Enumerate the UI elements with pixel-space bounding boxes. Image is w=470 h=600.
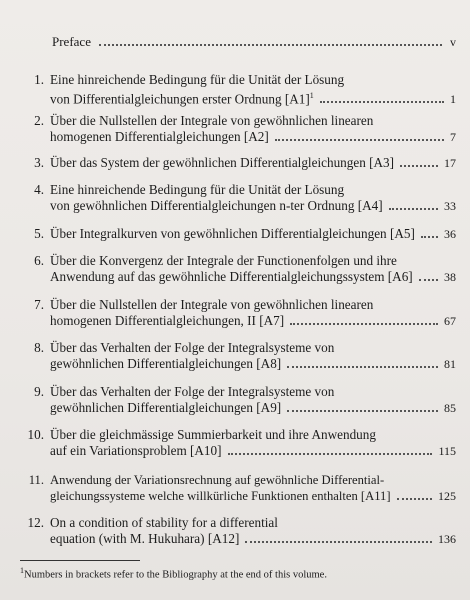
entry-title-line: Über Integralkurven von gewöhnlichen Differentialgleichungen [A5] (50, 226, 415, 241)
entry-title-line: von Differentialgleichungen erster Ordnung $[A1]^1$ (50, 91, 314, 107)
entry-title-line: Über die gleichmässige Summierbarkeit und ihre Anwendung (50, 427, 376, 442)
entry-page: 17 (444, 156, 456, 170)
toc-entry-9 (18, 384, 456, 416)
entry-number: 9. (34, 384, 44, 399)
entry-page: 125 (438, 489, 456, 503)
entry-title-line: homogenen Differentialgleichungen [A2] (50, 129, 269, 144)
dot-leader (99, 44, 442, 46)
entry-number: 4. (34, 182, 44, 197)
entry-page: 67 (444, 314, 456, 328)
footnote (20, 566, 456, 581)
footnote-marker: 1 (309, 91, 314, 100)
preface-label: Preface (52, 34, 91, 49)
dot-leader (245, 541, 432, 543)
dot-leader (419, 279, 438, 281)
toc-entry-7 (18, 297, 456, 329)
entry-title-line: gewöhnlichen Differentialgleichungen [A8] (50, 356, 282, 371)
entry-number: 1. (34, 72, 44, 87)
entry-page: 81 (444, 357, 456, 371)
entry-title-line: On a condition of stability for a differential (50, 515, 278, 530)
entry-page: 36 (444, 227, 456, 241)
toc-entry-5 (18, 226, 456, 242)
toc-entry-11 (18, 472, 456, 504)
entry-number: 10. (27, 427, 44, 442)
entry-page: 115 (438, 444, 456, 458)
entry-page: 136 (438, 532, 456, 546)
entry-title-line: gleichungssysteme welche willkürliche Funktionen enthalten [A11] (50, 489, 391, 503)
footnote-rule (20, 560, 140, 561)
entry-title-line: von gewöhnlichen Differentialgleichungen n-ter Ordnung [A4] (50, 198, 383, 213)
dot-leader (400, 165, 438, 167)
entry-title-line: homogenen Differentialgleichungen, II [A7] (50, 313, 285, 328)
entry-title-line: Über die Konvergenz der Integrale der Functionenfolgen und ihre (50, 253, 397, 268)
entry-page: 85 (444, 401, 456, 415)
entry-number: 11. (28, 473, 44, 487)
toc-entry-10 (18, 427, 456, 459)
dot-leader (389, 208, 438, 210)
entry-title-line: Anwendung auf das gewöhnliche Differentialgleichungssystem [A6] (50, 269, 413, 284)
toc-entry-12 (18, 515, 456, 547)
dot-leader (287, 366, 438, 368)
footnote-text: Numbers in brackets refer to the Bibliography at the end of this volume. (24, 569, 327, 581)
toc-entry-4 (18, 182, 456, 214)
toc-entry-2 (18, 113, 456, 145)
entry-page: 7 (450, 130, 456, 144)
entry-title-line: Über das Verhalten der Folge der Integralsysteme von (50, 340, 335, 355)
entry-number: 3. (34, 155, 44, 170)
entry-title-line: Eine hinreichende Bedingung für die Unität der Lösung (50, 72, 345, 87)
dot-leader (421, 236, 438, 238)
dot-leader (320, 101, 444, 103)
entry-number: 6. (34, 253, 44, 268)
dot-leader (287, 410, 438, 412)
dot-leader (290, 323, 438, 325)
entry-number: 5. (34, 226, 44, 241)
entry-title-line: equation (with M. Hukuhara) [A12] (50, 531, 240, 546)
preface-page: v (450, 35, 456, 49)
entry-number: 2. (34, 113, 44, 128)
entry-title-line: gewöhnlichen Differentialgleichungen [A9] (50, 400, 282, 415)
entry-page: 33 (444, 199, 456, 213)
entry-number: 7. (34, 297, 44, 312)
toc-entry-8 (18, 340, 456, 372)
entry-title-line: Über die Nullstellen der Integrale von gewöhnlichen linearen (50, 297, 374, 312)
toc-entry-6 (18, 253, 456, 285)
toc-entry-3 (18, 155, 456, 171)
dot-leader (228, 453, 433, 455)
entry-number: 8. (34, 340, 44, 355)
dot-leader (397, 498, 432, 500)
entry-page: 38 (444, 270, 456, 284)
entry-title-line: Über die Nullstellen der Integrale von gewöhnlichen linearen (50, 113, 374, 128)
preface-entry (52, 34, 456, 50)
entry-title-line: auf ein Variationsproblem [A10] (50, 443, 222, 458)
entry-title-line: Über das System der gewöhnlichen Differentialgleichungen [A3] (50, 155, 394, 170)
footnote-marker: 1 (20, 566, 24, 575)
entry-page: 1 (450, 92, 456, 107)
entry-title-line: Über das Verhalten der Folge der Integralsysteme von (50, 384, 335, 399)
entry-title-line: Eine hinreichende Bedingung für die Unität der Lösung (50, 182, 345, 197)
entry-title-line: Anwendung der Variationsrechnung auf gewöhnliche Differential- (50, 473, 385, 487)
entry-number: 12. (27, 515, 44, 530)
toc-entry-1 (18, 72, 456, 107)
dot-leader (275, 139, 444, 141)
